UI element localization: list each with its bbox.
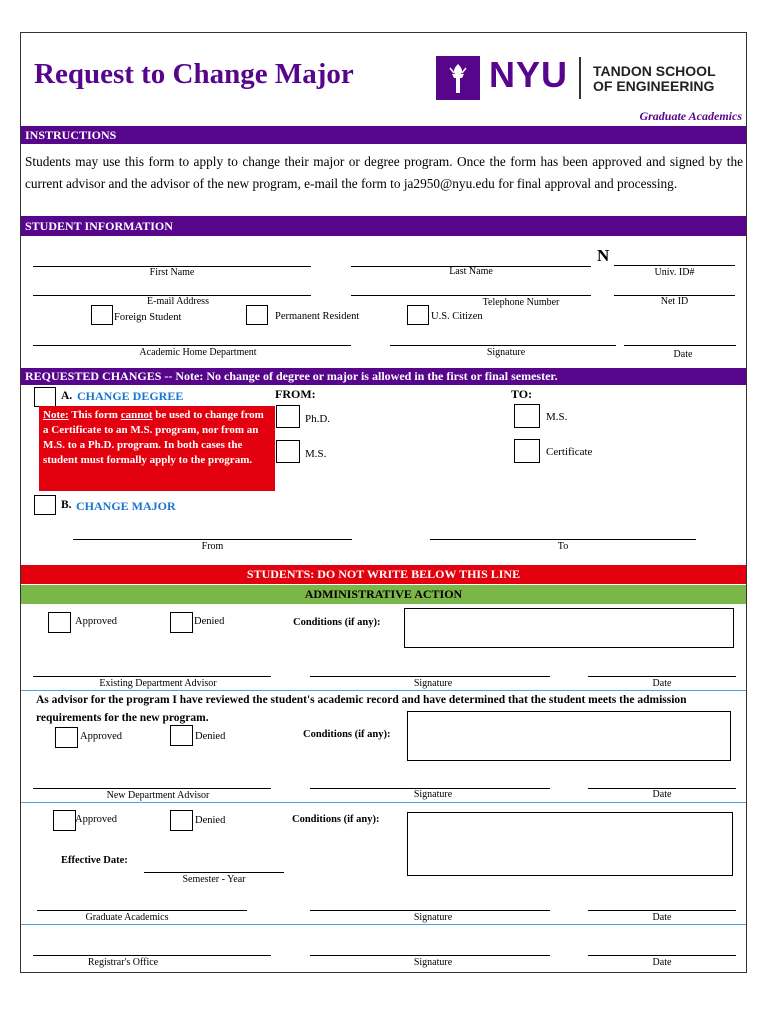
n-prefix: N [597,246,610,265]
existing-date-label: Date [652,678,672,689]
new-date-label: Date [652,789,672,800]
existing-date-field[interactable] [588,676,736,677]
from-ms-label: M.S. [305,448,327,460]
semester-year-label: Semester - Year [182,874,246,885]
existing-conditions-input[interactable] [404,608,734,648]
registrar-label: Registrar's Office [87,957,159,968]
change-degree-checkbox[interactable] [34,387,56,407]
change-from-label: From [201,541,224,552]
registrar-field[interactable] [33,955,271,956]
net-id-label: Net ID [660,296,689,307]
permanent-resident-label: Permanent Resident [275,311,360,322]
option-a-label: A. [61,390,73,402]
to-certificate-label: Certificate [546,446,593,458]
existing-signature-label: Signature [413,678,453,689]
registrar-signature-label: Signature [413,957,453,968]
existing-denied-checkbox[interactable] [170,612,193,633]
academic-home-department-field[interactable] [33,345,351,346]
us-citizen-label: U.S. Citizen [431,311,483,322]
to-ms-checkbox[interactable] [514,404,540,428]
new-approved-label: Approved [80,731,122,742]
last-name-label: Last Name [449,266,493,277]
ga-date-field[interactable] [588,910,736,911]
change-degree-label: CHANGE DEGREE [77,389,184,403]
to-ms-label: M.S. [546,411,568,423]
foreign-student-label: Foreign Student [114,312,182,323]
to-heading: TO: [511,387,533,401]
existing-approved-checkbox[interactable] [48,612,71,633]
graduate-academics-subtitle: Graduate Academics [639,109,742,123]
from-phd-checkbox[interactable] [276,405,300,428]
ga-signature-field[interactable] [310,910,550,911]
change-to-field[interactable] [430,539,696,540]
univ-id-field[interactable] [614,265,735,266]
student-date-field[interactable] [624,345,736,346]
email-label: E-mail Address [147,296,209,307]
ga-signature-label: Signature [413,912,453,923]
tandon-logo-text: TANDON SCHOOL OF ENGINEERING [593,63,716,94]
to-certificate-checkbox[interactable] [514,439,540,463]
telephone-field[interactable] [351,295,591,296]
new-conditions-input[interactable] [407,711,731,761]
new-approved-checkbox[interactable] [55,727,78,748]
registrar-signature-field[interactable] [310,955,550,956]
existing-denied-label: Denied [194,616,225,627]
first-name-label: First Name [149,267,195,278]
ga-approved-label: Approved [75,814,117,825]
from-phd-label: Ph.D. [305,413,331,425]
section-divider [21,924,746,925]
student-signature-label: Signature [486,347,526,358]
student-date-label: Date [673,349,693,360]
graduate-academics-label: Graduate Academics [85,912,169,923]
new-denied-label: Denied [195,731,226,742]
existing-signature-field[interactable] [310,676,550,677]
registrar-date-field[interactable] [588,955,736,956]
option-b-label: B. [61,499,72,511]
registrar-date-label: Date [652,957,672,968]
academic-home-department-label: Academic Home Department [139,347,257,358]
new-denied-checkbox[interactable] [170,725,193,746]
univ-id-label: Univ. ID# [654,267,695,278]
section-divider [21,802,746,803]
existing-advisor-label: Existing Department Advisor [99,678,217,689]
effective-date-label: Effective Date: [61,855,128,866]
new-signature-label: Signature [413,789,453,800]
logo-divider [579,57,581,99]
requested-changes-heading: REQUESTED CHANGES -- Note: No change of degree or major is allowed in the first or final semester. [21,368,746,385]
from-ms-checkbox[interactable] [276,440,300,463]
instructions-text: Students may use this form to apply to change their major or degree program. Once the form has been approved and signed by the current advisor and the advisor of the new program, e-mail the form to ja2950@nyu.edu for final approval and processing. [25,154,743,191]
permanent-resident-checkbox[interactable] [246,305,268,325]
page-title: Request to Change Major [34,58,354,90]
instructions-heading: INSTRUCTIONS [21,126,746,144]
ga-denied-checkbox[interactable] [170,810,193,831]
student-signature-field[interactable] [390,345,616,346]
administrative-action-heading: ADMINISTRATIVE ACTION [21,585,746,604]
us-citizen-checkbox[interactable] [407,305,429,325]
from-heading: FROM: [275,387,316,401]
degree-change-note: Note: This form cannot be used to change from a Certificate to an M.S. program, nor from an M.S. to a Ph.D. program. In both cases the student must formally apply to the program. [39,406,275,491]
ga-denied-label: Denied [195,815,226,826]
change-major-checkbox[interactable] [34,495,56,515]
new-conditions-label: Conditions (if any): [303,729,391,740]
new-advisor-label: New Department Advisor [106,790,210,801]
change-from-field[interactable] [73,539,352,540]
foreign-student-checkbox[interactable] [91,305,113,325]
ga-approved-checkbox[interactable] [53,810,76,831]
nyu-torch-logo-icon [436,56,480,100]
graduate-academics-field[interactable] [37,910,247,911]
new-advisor-field[interactable] [33,788,271,789]
existing-approved-label: Approved [75,616,117,627]
student-info-heading: STUDENT INFORMATION [21,216,746,236]
ga-date-label: Date [652,912,672,923]
new-advisor-statement: As advisor for the program I have reviewed the student's academic record and have determined that the student meets the admission requirements for the new program. [36,694,687,724]
existing-conditions-label: Conditions (if any): [293,617,381,628]
telephone-label: Telephone Number [482,297,560,308]
change-to-label: To [557,541,569,552]
change-major-label: CHANGE MAJOR [76,499,176,513]
ga-conditions-input[interactable] [407,812,733,876]
effective-date-field[interactable] [144,872,284,873]
nyu-logo-text: NYU [489,54,569,95]
do-not-write-banner: STUDENTS: DO NOT WRITE BELOW THIS LINE [21,565,746,584]
existing-advisor-field[interactable] [33,676,271,677]
ga-conditions-label: Conditions (if any): [292,814,380,825]
